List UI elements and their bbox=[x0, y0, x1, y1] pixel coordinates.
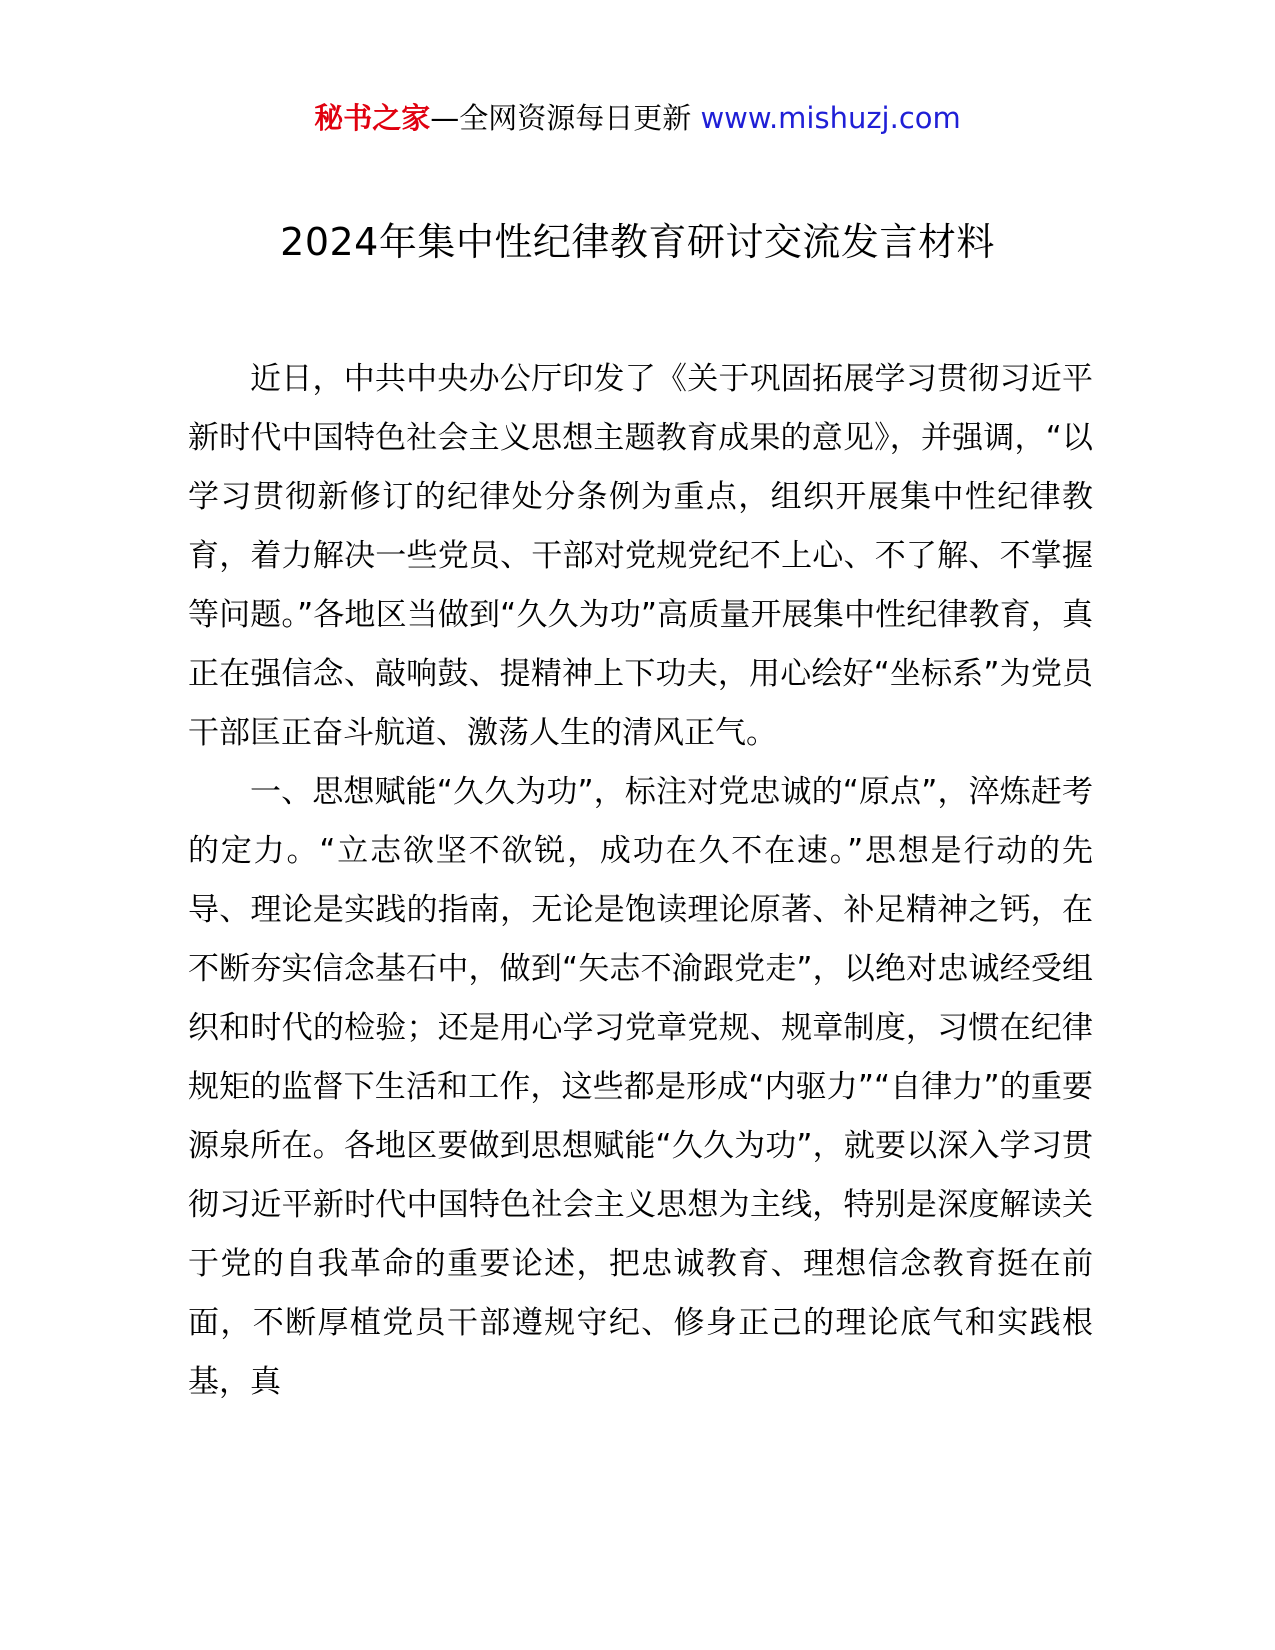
site-header bbox=[0, 98, 1275, 138]
paragraph-intro: 近日，中共中央办公厅印发了《关于巩固拓展学习贯彻习近平新时代中国特色社会主义思想主题教育成果的意见》，并强调，“以学习贯彻新修订的纪律处分条例为重点，组织开展集中性纪律教育，着力解决一些党员、干部对党规党纪不上心、不了解、不掌握等问题。”各地区当做到“久久为功”高质量开展集中性纪律教育，真正在强信念、敲响鼓、提精神上下功夫，用心绘好“坐标系”为党员干部匡正奋斗航道、激荡人生的清风正气。 bbox=[188, 361, 1093, 751]
paragraph-section-one: 一、思想赋能“久久为功”，标注对党忠诚的“原点”，淬炼赶考的定力。“立志欲坚不欲锐，成功在久不在速。”思想是行动的先导、理论是实践的指南，无论是饱读理论原著、补足精神之钙，在不断夯实信念基石中，做到“矢志不渝跟党走”，以绝对忠诚经受组织和时代的检验；还是用心学习党章党规、规章制度，习惯在纪律规矩的监督下生活和工作，这些都是形成“内驱力”“自律力”的重要源泉所在。各地区要做到思想赋能“久久为功”，就要以深入学习贯彻习近平新时代中国特色社会主义思想为主线，特别是深度解读关于党的自我革命的重要论述，把忠诚教育、理想信念教育挺在前面，不断厚植党员干部遵规守纪、修身正己的理论底气和实践根基，真 bbox=[188, 774, 1093, 1400]
header-tagline: —全网资源每日更新 bbox=[430, 101, 701, 135]
document-title: 2024年集中性纪律教育研讨交流发言材料 bbox=[280, 220, 995, 264]
document-body bbox=[188, 350, 1093, 1412]
site-url: www.mishuzj.com bbox=[700, 101, 961, 135]
brand-name: 秘书之家 bbox=[314, 101, 431, 135]
